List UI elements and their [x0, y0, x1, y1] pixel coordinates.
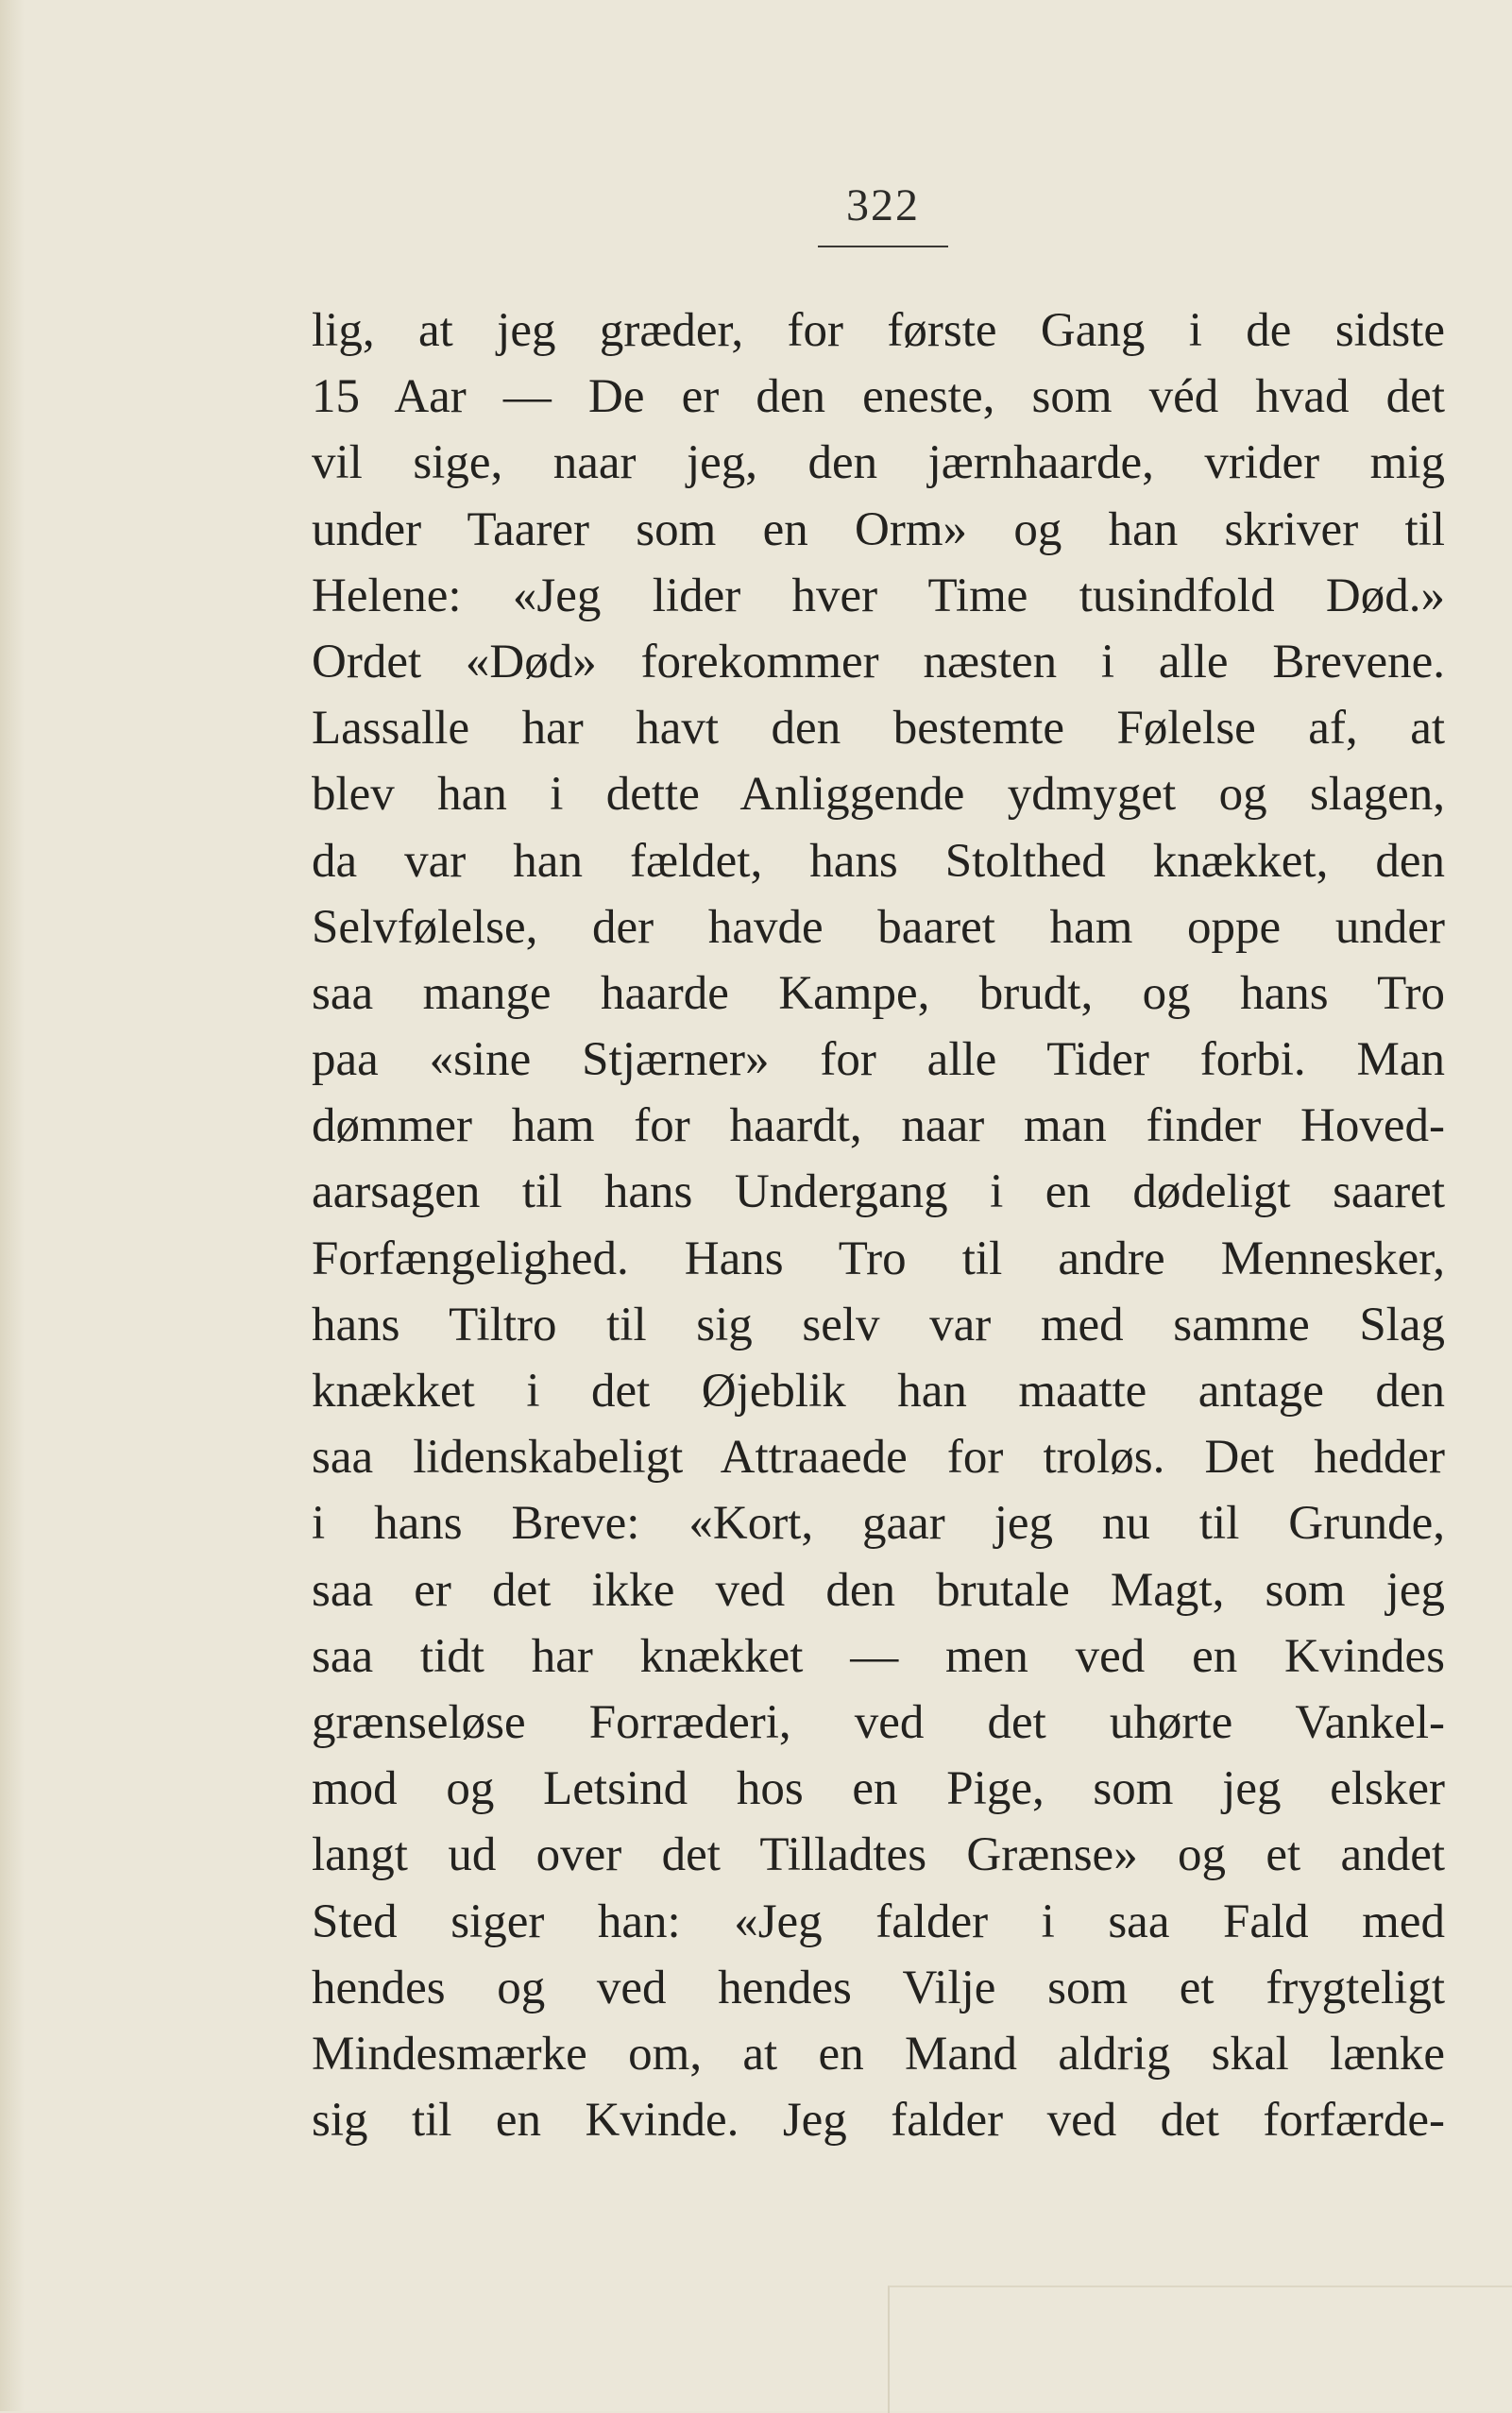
- body-text: [312, 297, 1445, 2153]
- text-line: grænseløse Forræderi, ved det uhørte Vankel-: [312, 1695, 1445, 1749]
- text-line: Forfængelighed. Hans Tro til andre Mennesker,: [312, 1232, 1445, 1285]
- text-line: hendes og ved hendes Vilje som et frygteligt: [312, 1961, 1445, 2014]
- text-line: langt ud over det Tilladtes Grænse» og et andet: [312, 1828, 1445, 1882]
- text-line: Helene: «Jeg lider hver Time tusindfold Død.»: [312, 569, 1445, 622]
- text-line: saa er det ikke ved den brutale Magt, som jeg: [312, 1563, 1445, 1617]
- text-line: da var han fældet, hans Stolthed knækket, den: [312, 834, 1445, 888]
- text-line: Ordet «Død» forekommer næsten i alle Brevene.: [312, 635, 1445, 688]
- text-line: i hans Breve: «Kort, gaar jeg nu til Grunde,: [312, 1497, 1445, 1551]
- text-line: sig til en Kvinde. Jeg falder ved det forfærde-: [312, 2094, 1445, 2148]
- text-line: saa mange haarde Kampe, brudt, og hans Tro: [312, 966, 1445, 1020]
- text-line: aarsagen til hans Undergang i en dødeligt saaret: [312, 1165, 1445, 1219]
- text-line: mod og Letsind hos en Pige, som jeg elsker: [312, 1762, 1445, 1816]
- page-number: 322: [846, 180, 920, 230]
- page-number-rule: [818, 246, 948, 247]
- text-line: paa «sine Stjærner» for alle Tider forbi. Man: [312, 1033, 1445, 1087]
- page-gutter-shadow: [0, 0, 25, 2411]
- text-line: 15 Aar — De er den eneste, som véd hvad det: [312, 370, 1445, 424]
- text-line: Selvfølelse, der havde baaret ham oppe under: [312, 900, 1445, 954]
- text-line: saa tidt har knækket — men ved en Kvindes: [312, 1629, 1445, 1683]
- scan-edge-mark: [888, 2286, 1512, 2413]
- text-line: knækket i det Øjeblik han maatte antage den: [312, 1365, 1445, 1418]
- text-line: Lassalle har havt den bestemte Følelse af, at: [312, 702, 1445, 756]
- text-line: vil sige, naar jeg, den jærnhaarde, vrider mig: [312, 436, 1445, 490]
- text-line: under Taarer som en Orm» og han skriver til: [312, 502, 1445, 556]
- text-line: saa lidenskabeligt Attraaede for troløs. Det hedder: [312, 1431, 1445, 1485]
- text-line: Sted siger han: «Jeg falder i saa Fald med: [312, 1895, 1445, 1948]
- text-line: blev han i dette Anliggende ydmyget og slagen,: [312, 768, 1445, 822]
- text-line: dømmer ham for haardt, naar man finder Hoved-: [312, 1099, 1445, 1153]
- text-line: Mindesmærke om, at en Mand aldrig skal lænke: [312, 2027, 1445, 2081]
- text-line: lig, at jeg græder, for første Gang i de sidste: [312, 304, 1445, 357]
- text-line: hans Tiltro til sig selv var med samme Slag: [312, 1298, 1445, 1351]
